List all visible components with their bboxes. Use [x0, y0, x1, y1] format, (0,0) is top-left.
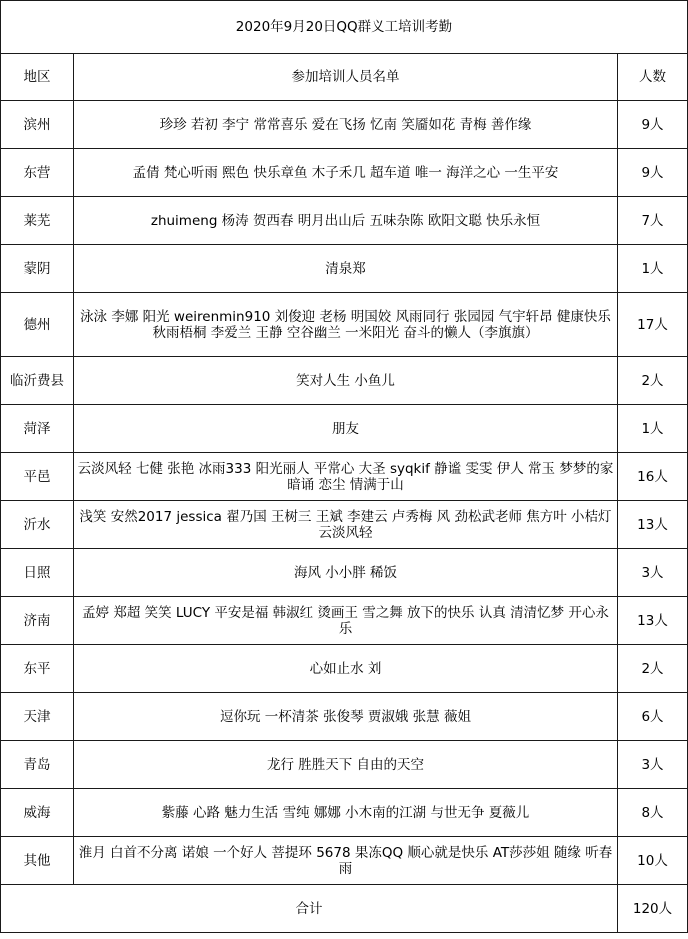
region-cell: 东平	[1, 645, 74, 693]
region-cell: 菏泽	[1, 405, 74, 453]
region-cell: 滨州	[1, 101, 74, 149]
count-cell: 9人	[618, 149, 688, 197]
region-cell: 临沂费县	[1, 357, 74, 405]
count-cell: 3人	[618, 741, 688, 789]
table-row	[1, 453, 688, 501]
names-cell: 孟婷 郑超 笑笑 LUCY 平安是福 韩淑红 烫画王 雪之舞 放下的快乐 认真 清清忆梦 开心永乐	[74, 597, 618, 645]
names-cell: 泳泳 李娜 阳光 weirenmin910 刘俊迎 老杨 明国姣 风雨同行 张园园 气宇轩昂 健康快乐 秋雨梧桐 李爱兰 王静 空谷幽兰 一米阳光 奋斗的懒人（李旗旗）	[74, 293, 618, 357]
count-cell: 13人	[618, 501, 688, 549]
sheet-title: 2020年9月20日QQ群义工培训考勤	[1, 1, 688, 54]
table-row	[1, 357, 688, 405]
region-cell: 其他	[1, 837, 74, 885]
count-cell: 6人	[618, 693, 688, 741]
total-label: 合计	[1, 885, 618, 933]
names-cell: 紫藤 心路 魅力生活 雪纯 娜娜 小木南的江湖 与世无争 夏薇儿	[74, 789, 618, 837]
table-row	[1, 693, 688, 741]
table-row	[1, 645, 688, 693]
region-cell: 日照	[1, 549, 74, 597]
total-count: 120人	[618, 885, 688, 933]
table-row	[1, 741, 688, 789]
region-cell: 平邑	[1, 453, 74, 501]
region-cell: 济南	[1, 597, 74, 645]
table-row	[1, 501, 688, 549]
header-count: 人数	[618, 54, 688, 101]
names-cell: 清泉郑	[74, 245, 618, 293]
table-row	[1, 293, 688, 357]
table-row	[1, 549, 688, 597]
table-row	[1, 101, 688, 149]
count-cell: 2人	[618, 357, 688, 405]
region-cell: 沂水	[1, 501, 74, 549]
count-cell: 17人	[618, 293, 688, 357]
region-cell: 莱芜	[1, 197, 74, 245]
names-cell: 淮月 白首不分离 诺娘 一个好人 菩提环 5678 果冻QQ 顺心就是快乐 AT莎莎姐 随缘 听春雨	[74, 837, 618, 885]
region-cell: 青岛	[1, 741, 74, 789]
count-cell: 9人	[618, 101, 688, 149]
table-row	[1, 245, 688, 293]
count-cell: 10人	[618, 837, 688, 885]
names-cell: 逗你玩 一杯清茶 张俊琴 贾淑娥 张慧 薇姐	[74, 693, 618, 741]
names-cell: 云淡风轻 七健 张艳 冰雨333 阳光丽人 平常心 大圣 syqkif 静谧 雯雯 伊人 常玉 梦梦的家 暗诵 恋尘 情满于山	[74, 453, 618, 501]
count-cell: 8人	[618, 789, 688, 837]
region-cell: 天津	[1, 693, 74, 741]
table-row	[1, 405, 688, 453]
table-row	[1, 197, 688, 245]
count-cell: 7人	[618, 197, 688, 245]
table-row	[1, 789, 688, 837]
count-cell: 1人	[618, 405, 688, 453]
table-row	[1, 837, 688, 885]
count-cell: 1人	[618, 245, 688, 293]
names-cell: 孟倩 梵心听雨 熙色 快乐章鱼 木子禾几 超车道 唯一 海洋之心 一生平安	[74, 149, 618, 197]
region-cell: 威海	[1, 789, 74, 837]
names-cell: zhuimeng 杨涛 贺西春 明月出山后 五味杂陈 欧阳文聪 快乐永恒	[74, 197, 618, 245]
names-cell: 珍珍 若初 李宁 常常喜乐 爱在飞扬 忆南 笑靥如花 青梅 善作缘	[74, 101, 618, 149]
table-row	[1, 149, 688, 197]
names-cell: 龙行 胜胜天下 自由的天空	[74, 741, 618, 789]
table-row	[1, 597, 688, 645]
region-cell: 蒙阴	[1, 245, 74, 293]
count-cell: 16人	[618, 453, 688, 501]
header-region: 地区	[1, 54, 74, 101]
count-cell: 3人	[618, 549, 688, 597]
names-cell: 心如止水 刘	[74, 645, 618, 693]
count-cell: 2人	[618, 645, 688, 693]
region-cell: 德州	[1, 293, 74, 357]
names-cell: 浅笑 安然2017 jessica 翟乃国 王树三 王斌 李建云 卢秀梅 风 劲松武老师 焦方叶 小桔灯 云淡风轻	[74, 501, 618, 549]
count-cell: 13人	[618, 597, 688, 645]
names-cell: 朋友	[74, 405, 618, 453]
header-names: 参加培训人员名单	[74, 54, 618, 101]
region-cell: 东营	[1, 149, 74, 197]
names-cell: 笑对人生 小鱼儿	[74, 357, 618, 405]
names-cell: 海风 小小胖 稀饭	[74, 549, 618, 597]
